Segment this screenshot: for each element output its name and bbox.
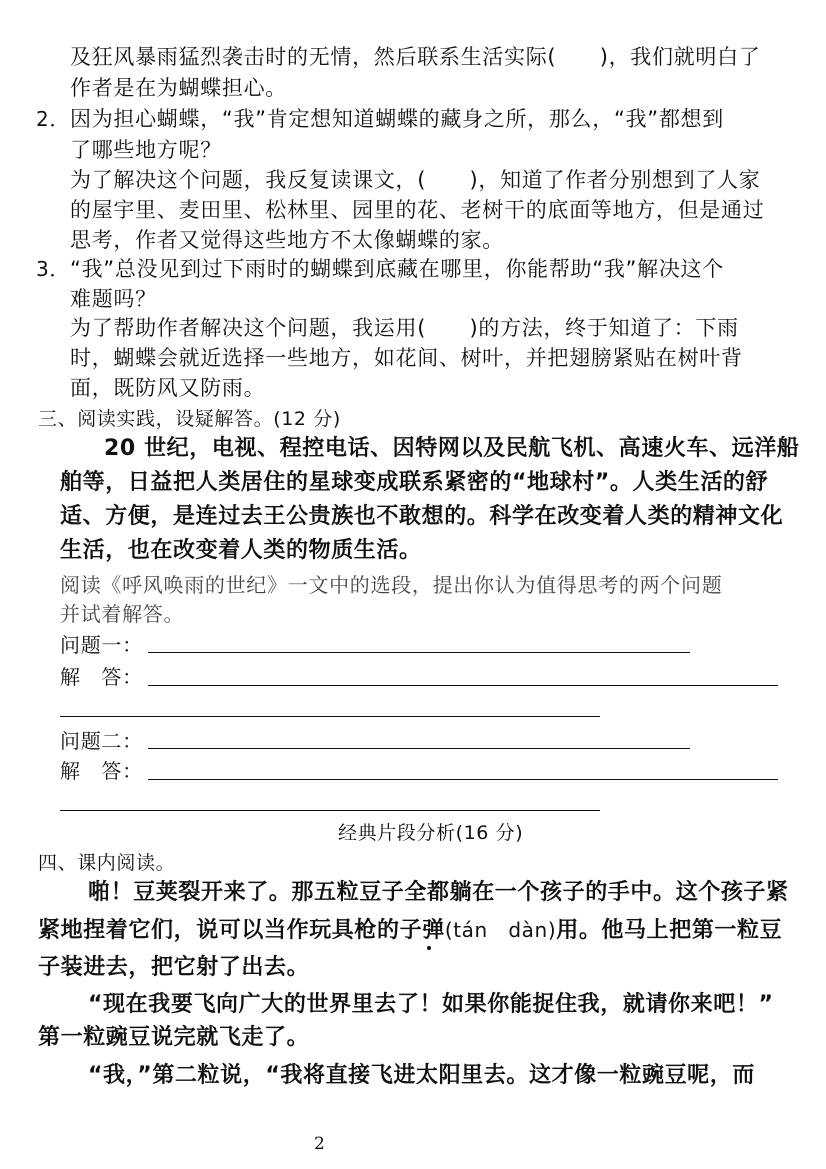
passage-line: 20 世纪，电视、程控电话、因特网以及民航飞机、高速火车、远洋船 xyxy=(104,436,800,461)
subtitle: 经典片段分析(16 分) xyxy=(338,822,524,844)
answer-2-line[interactable] xyxy=(148,779,778,780)
page-number: 2 xyxy=(314,1134,325,1154)
emphasis-dot xyxy=(427,946,431,950)
passage-line: “我，”第二粒说，“我将直接飞进太阳里去。这才像一粒豌豆呢，而 xyxy=(88,1063,755,1088)
question-number: 2． xyxy=(36,107,71,131)
text-line: 的屋宇里、麦田里、松林里、园里的花、老树干的底面等地方，但是通过 xyxy=(70,198,765,222)
text-line: 为了帮助作者解决这个问题，我运用( )的方法，终于知道了：下雨 xyxy=(70,316,739,340)
text-line: 作者是在为蝴蝶担心。 xyxy=(70,76,287,100)
text-line: 面，既防风又防雨。 xyxy=(70,376,266,400)
question-2-answer-line[interactable] xyxy=(148,748,690,749)
question-1-answer-line[interactable] xyxy=(148,652,690,653)
instruction-line: 并试着解答。 xyxy=(60,602,185,626)
answer-1-label: 解 答： xyxy=(60,665,143,689)
pinyin: (tán dàn) xyxy=(444,918,557,942)
instruction-line: 阅读《呼风唤雨的世纪》一文中的选段，提出你认为值得思考的两个问题 xyxy=(60,573,723,597)
text-line: 难题吗？ xyxy=(70,287,157,311)
section-title: 四、课内阅读。 xyxy=(38,852,176,874)
passage-line: “现在我要飞向广大的世界里去了！如果你能捉住我，就请你来吧！” xyxy=(88,992,774,1017)
passage-line: 生活，也在改变着人类的物质生活。 xyxy=(60,538,422,563)
passage-line: 啪！豆荚裂开来了。那五粒豆子全都躺在一个孩子的手中。这个孩子紧 xyxy=(88,880,789,905)
passage-line: 子装进去，把它射了出去。 xyxy=(38,955,310,980)
text-line: “我”总没见到过下雨时的蝴蝶到底藏在哪里，你能帮助“我”解决这个 xyxy=(70,257,724,281)
text-line: 了哪些地方呢？ xyxy=(70,138,222,162)
question-2-label: 问题二： xyxy=(60,729,143,753)
passage-line xyxy=(38,917,782,944)
answer-2-line-2[interactable] xyxy=(60,810,600,811)
text: 用。他马上把第一粒豆 xyxy=(556,918,783,943)
answer-1-line-2[interactable] xyxy=(60,716,600,717)
text-line: 为了解决这个问题，我反复读课文，( )，知道了作者分别想到了人家 xyxy=(70,168,761,192)
text-line: 思考，作者又觉得这些地方不太像蝴蝶的家。 xyxy=(70,228,504,252)
passage-line: 舶等，日益把人类居住的星球变成联系紧密的“地球村”。人类生活的舒 xyxy=(60,470,769,495)
text-line: 及狂风暴雨猛烈袭击时的无情，然后联系生活实际( )，我们就明白了 xyxy=(70,45,761,69)
text-line: 时，蝴蝶会就近选择一些地方，如花间、树叶，并把翅膀紧贴在树叶背 xyxy=(70,346,743,370)
section-title: 三、阅读实践，设疑解答。(12 分) xyxy=(38,408,341,430)
answer-2-label: 解 答： xyxy=(60,759,143,783)
question-number: 3． xyxy=(36,257,71,281)
passage-line: 适、方便，是连过去王公贵族也不敢想的。科学在改变着人类的精神文化 xyxy=(60,504,784,529)
answer-1-line[interactable] xyxy=(148,685,778,686)
text: 紧地捏着它们，说可以当作玩具枪的子弹 xyxy=(38,918,445,943)
text-line: 因为担心蝴蝶，“我”肯定想知道蝴蝶的藏身之所，那么，“我”都想到 xyxy=(70,107,724,131)
passage-line: 第一粒豌豆说完就飞走了。 xyxy=(38,1025,310,1050)
question-1-label: 问题一： xyxy=(60,633,143,657)
